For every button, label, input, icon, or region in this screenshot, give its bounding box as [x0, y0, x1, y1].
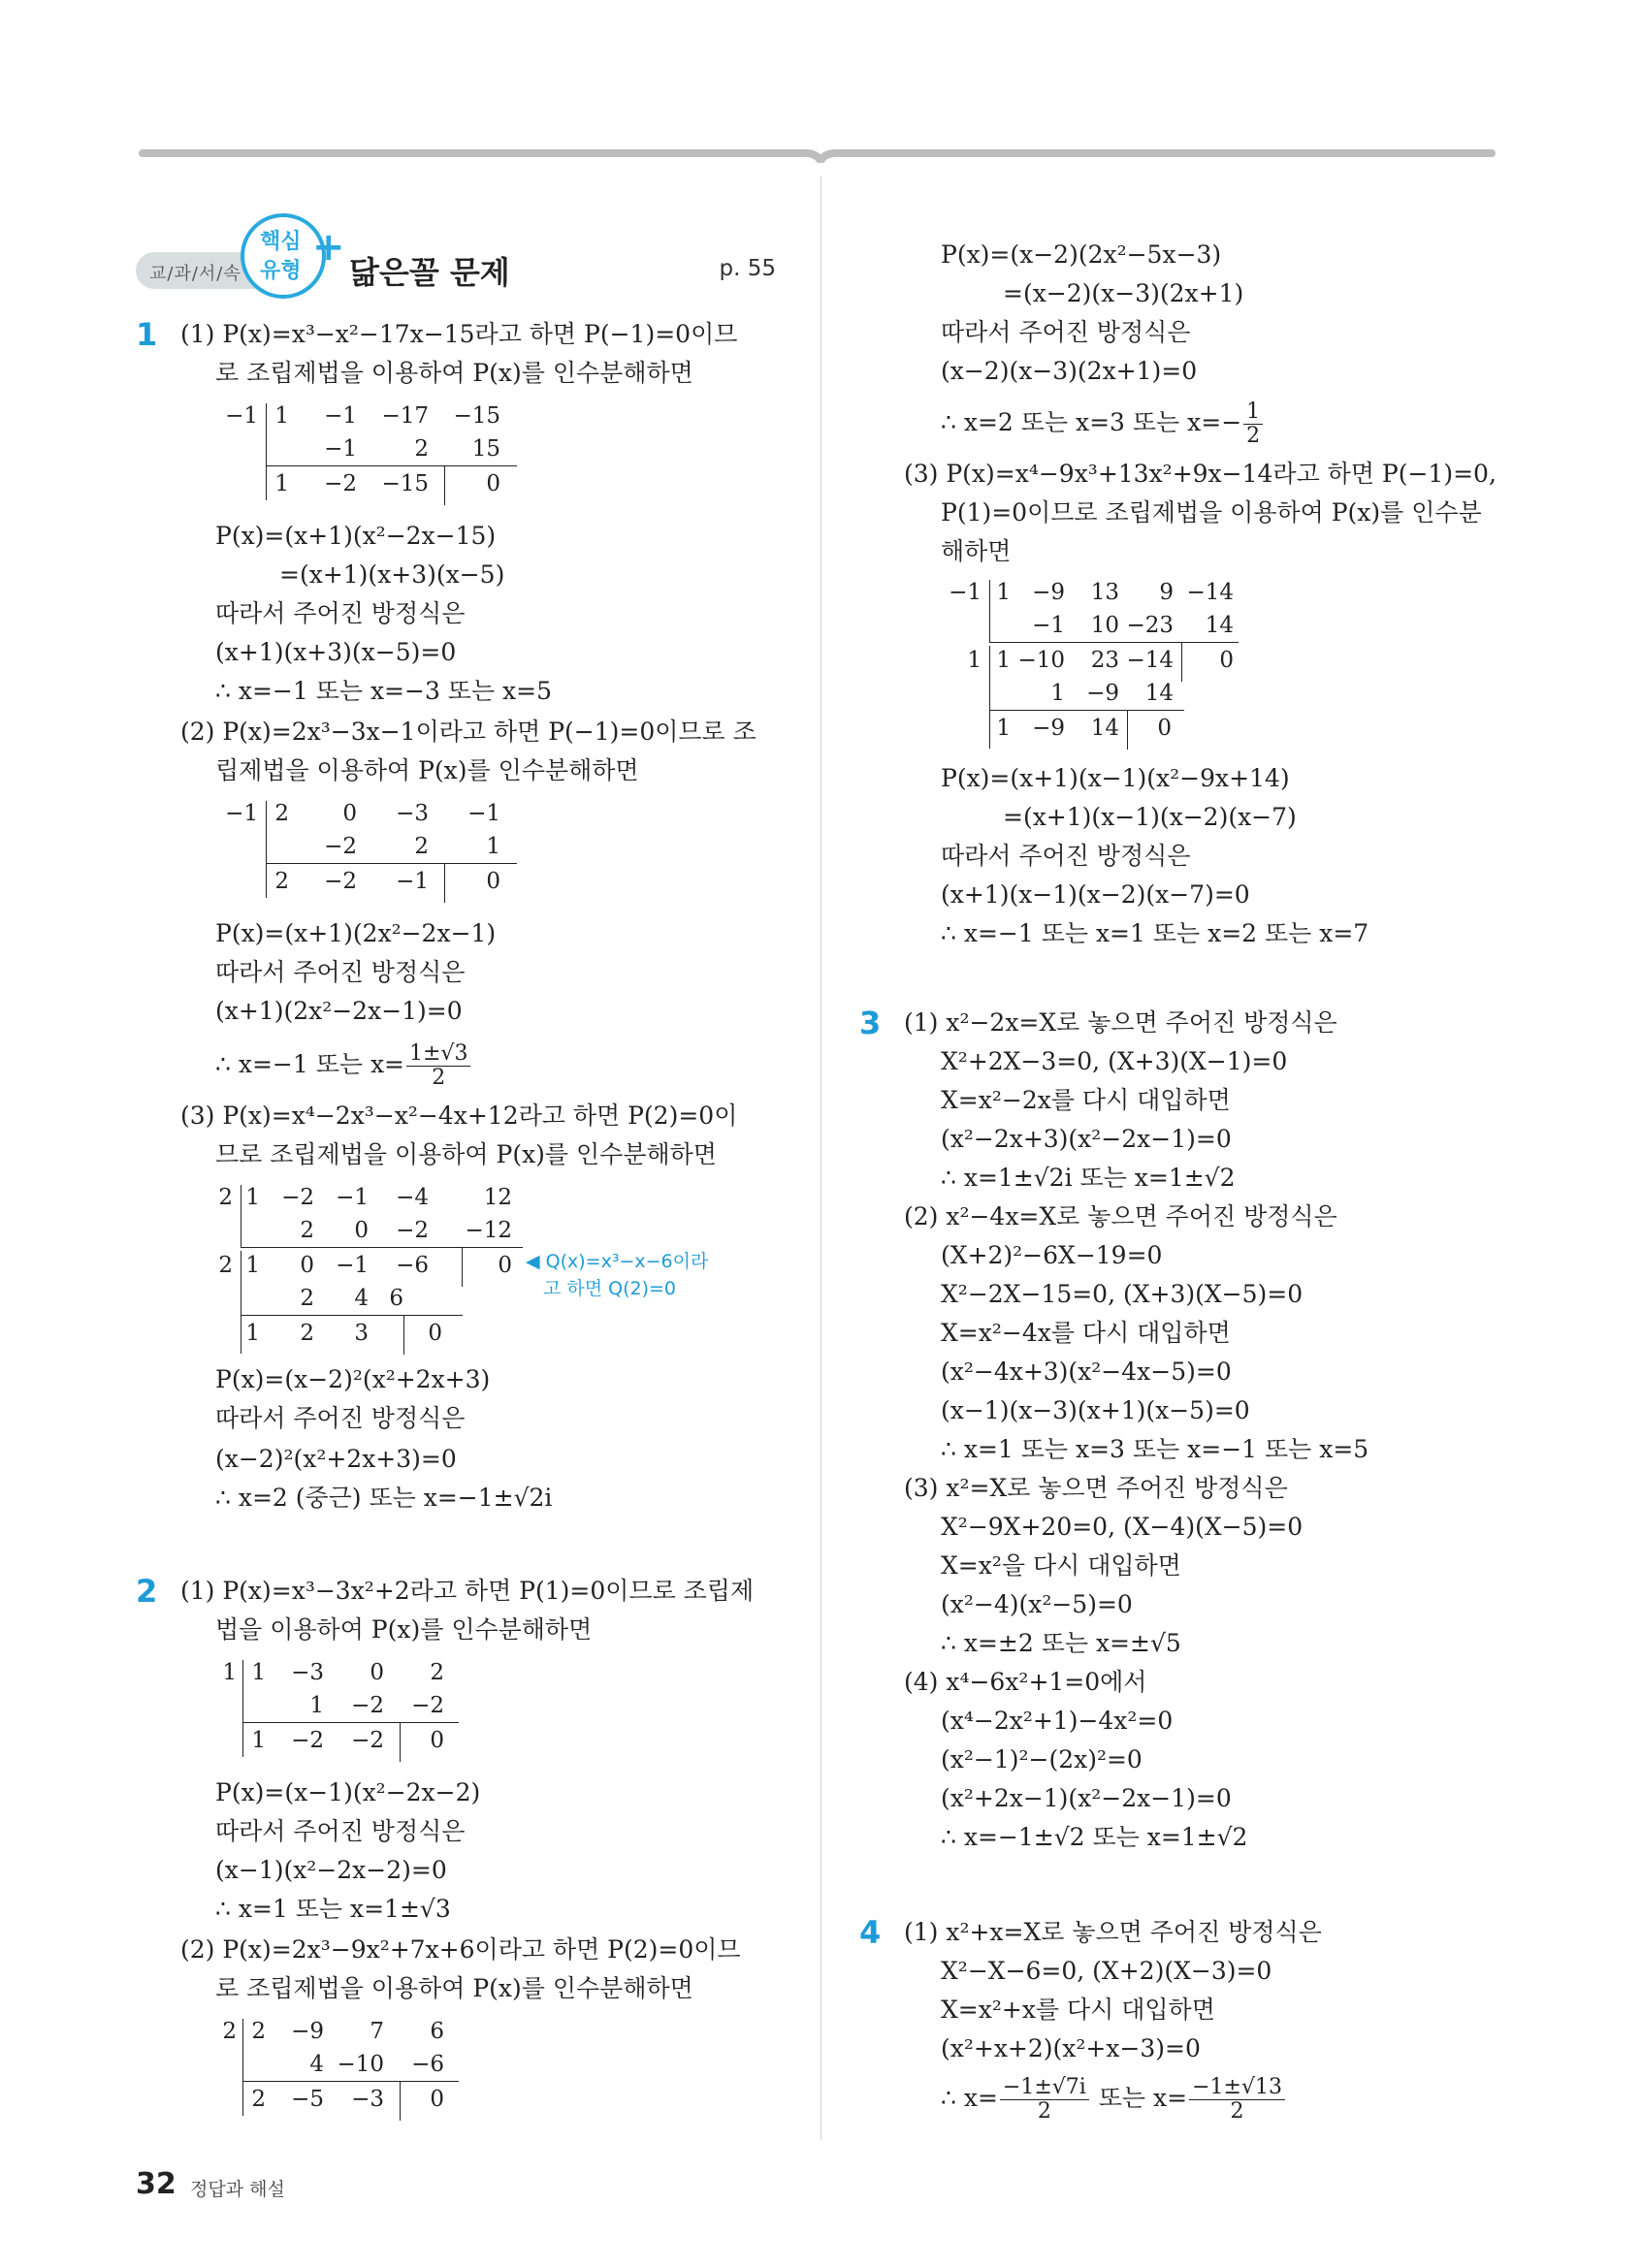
syn-cell: 1: [309, 1693, 324, 1718]
fraction-numerator: −1±√13: [1189, 2076, 1285, 2100]
problem-number-4: 4: [859, 1914, 882, 1951]
p3-line: (x⁴−2x²+1)−4x²=0: [941, 1707, 1174, 1735]
p2-answer: [941, 396, 1265, 450]
fraction: [406, 1042, 470, 1090]
p2-line: (2) P(x)=2x³−9x²+7x+6이라고 하면 P(2)=0이므: [180, 1935, 741, 1964]
p3-line: X=x²−4x를 다시 대입하면: [941, 1319, 1231, 1347]
syn-cell: 9: [1159, 580, 1174, 605]
p2-line: 로 조립제법을 이용하여 P(x)를 인수분해하면: [215, 1974, 693, 2002]
problem-number-1: 1: [136, 316, 158, 353]
syn-divisor: −1: [225, 403, 258, 429]
syn-cell: 12: [483, 1185, 512, 1210]
syn-divisor: −1: [225, 801, 258, 826]
p2-answer-prefix: ∴ x=2 또는 x=3 또는 x=−: [941, 408, 1242, 436]
syn-cell: −4: [396, 1185, 429, 1210]
synthetic-division-4: [215, 1660, 458, 1763]
syn-cell: 0: [430, 2087, 444, 2112]
footer-label: 정답과 해설: [190, 2179, 285, 2200]
section-header: [136, 213, 776, 291]
fraction-numerator: −1±√7i: [1000, 2076, 1089, 2100]
fraction-denominator: 2: [1246, 424, 1261, 448]
section-title: 닮은꼴 문제: [349, 254, 510, 291]
problem-number-2: 2: [136, 1573, 158, 1610]
margin-note: ◀ Q(x)=x³−x−6이라: [526, 1251, 709, 1272]
p1-answer: ∴ x=−1 또는 x=−3 또는 x=5: [215, 677, 552, 705]
syn-cell: 1: [245, 1321, 260, 1346]
p2-line: (1) P(x)=x³−3x²+2라고 하면 P(1)=0이므로 조립제: [180, 1577, 755, 1605]
syn-cell: 1: [996, 580, 1011, 605]
p1-line: 따라서 주어진 방정식은: [215, 599, 466, 627]
syn-cell: 0: [428, 1321, 442, 1346]
p3-line: X=x²을 다시 대입하면: [941, 1551, 1181, 1580]
syn-hline: [241, 1315, 415, 1316]
syn-cell: 1: [486, 834, 500, 859]
p3-answer: ∴ x=1±√2i 또는 x=1±√2: [941, 1164, 1236, 1192]
p3-line: (3) x²=X로 놓으면 주어진 방정식은: [904, 1474, 1288, 1502]
p1-line: (x+1)(2x²−2x−1)=0: [215, 997, 463, 1025]
syn-cell: −5: [291, 2087, 324, 2112]
syn-cell: 1: [996, 648, 1011, 673]
syn-cell: 6: [389, 1286, 403, 1311]
p4-line: X=x²+x를 다시 대입하면: [941, 1996, 1215, 2024]
p2-line: 따라서 주어진 방정식은: [941, 842, 1191, 870]
syn-cell: −2: [324, 471, 357, 496]
syn-cell: −2: [281, 1185, 314, 1210]
syn-cell: −1: [324, 403, 357, 429]
syn-cell: 0: [300, 1253, 314, 1278]
p1-line: =(x+1)(x+3)(x−5): [279, 560, 505, 589]
p4-line: (x²+x+2)(x²+x−3)=0: [941, 2034, 1201, 2062]
synthetic-division-6: [937, 580, 1276, 751]
fraction-numerator: 1±√3: [406, 1042, 470, 1067]
fraction-denominator: 2: [1037, 2099, 1051, 2124]
syn-cell: 23: [1090, 648, 1119, 673]
syn-cell: 0: [486, 869, 500, 894]
syn-divisor: 1: [222, 1660, 237, 1685]
syn-cell: 2: [251, 2019, 266, 2044]
syn-cell: −2: [324, 869, 357, 894]
syn-cell: 15: [471, 436, 500, 462]
p3-line: X²−2X−15=0, (X+3)(X−5)=0: [941, 1280, 1304, 1308]
p3-line: (x²−4)(x²−5)=0: [941, 1590, 1133, 1618]
p2-line: 따라서 주어진 방정식은: [215, 1817, 466, 1845]
syn-cell: −2: [396, 1218, 429, 1243]
fraction-numerator: 1: [1243, 400, 1263, 425]
badge-line2: 유형: [260, 259, 302, 283]
p1-line: P(x)=(x+1)(2x²−2x−1): [215, 919, 497, 947]
syn-cell: −1: [467, 801, 500, 826]
p1-line: P(x)=(x−2)²(x²+2x+3): [215, 1365, 491, 1393]
p4-line: (1) x²+x=X로 놓으면 주어진 방정식은: [904, 1918, 1322, 1946]
syn-cell: 1: [1050, 681, 1065, 706]
badge-line1: 핵심: [260, 230, 302, 254]
p1-line: (3) P(x)=x⁴−2x³−x²−4x+12라고 하면 P(2)=0이: [180, 1102, 738, 1130]
syn-cell: 0: [354, 1218, 369, 1243]
syn-cell: 0: [370, 1660, 384, 1685]
fraction: [1000, 2076, 1089, 2124]
p2-line: (x−2)(x−3)(2x+1)=0: [941, 357, 1198, 385]
syn-cell: −3: [351, 2087, 384, 2112]
fraction-denominator: 2: [432, 1066, 446, 1090]
page-number: 32: [136, 2167, 177, 2201]
syn-cell: −1: [336, 1185, 369, 1210]
syn-cell: −1: [1032, 613, 1065, 638]
problem-number-3: 3: [859, 1005, 882, 1041]
p2-line: 따라서 주어진 방정식은: [941, 318, 1191, 346]
syn-cell: 2: [251, 2087, 266, 2112]
syn-cell: −6: [396, 1253, 429, 1278]
syn-cell: −9: [1032, 716, 1065, 741]
p3-line: (x²−4x+3)(x²−4x−5)=0: [941, 1358, 1232, 1386]
syn-cell: 0: [430, 1728, 444, 1753]
syn-cell: −1: [324, 436, 357, 462]
syn-cell: 4: [309, 2052, 324, 2077]
syn-cell: 14: [1090, 716, 1119, 741]
syn-cell: −3: [396, 801, 429, 826]
p2-line: P(x)=(x+1)(x−1)(x²−9x+14): [941, 764, 1290, 792]
p1-line: 므로 조립제법을 이용하여 P(x)를 인수분해하면: [215, 1140, 717, 1168]
syn-cell: 2: [300, 1218, 314, 1243]
syn-cell: 1: [251, 1728, 266, 1753]
syn-cell: 0: [1157, 716, 1172, 741]
p4-answer-mid: 또는 x=: [1098, 2084, 1188, 2112]
syn-cell: −10: [1017, 648, 1065, 673]
syn-cell: −1: [396, 869, 429, 894]
syn-cell: −14: [1126, 648, 1174, 673]
syn-cell: −10: [337, 2052, 384, 2077]
p4-line: X²−X−6=0, (X+2)(X−3)=0: [941, 1957, 1272, 1985]
syn-cell: −9: [291, 2019, 324, 2044]
p1-line: (x−2)²(x²+2x+3)=0: [215, 1445, 457, 1473]
p3-line: (4) x⁴−6x²+1=0에서: [904, 1668, 1147, 1696]
fraction: [1189, 2076, 1285, 2124]
p2-line: P(1)=0이므로 조립제법을 이용하여 P(x)를 인수분: [941, 498, 1482, 527]
synthetic-division-5: [215, 2019, 458, 2122]
syn-cell: 2: [300, 1321, 314, 1346]
syn-cell: 2: [300, 1286, 314, 1311]
fraction: [1243, 400, 1263, 448]
synthetic-division-1: [215, 403, 516, 506]
syn-cell: 14: [1205, 613, 1234, 638]
p1-line: P(x)=(x+1)(x²−2x−15): [215, 522, 497, 550]
syn-cell: −2: [291, 1728, 324, 1753]
syn-cell: −9: [1086, 681, 1119, 706]
p1-line: (1) P(x)=x³−x²−17x−15라고 하면 P(−1)=0이므: [180, 320, 738, 348]
syn-cell: 1: [251, 1660, 266, 1685]
p3-line: (2) x²−4x=X로 놓으면 주어진 방정식은: [904, 1202, 1337, 1230]
p3-answer: ∴ x=1 또는 x=3 또는 x=−1 또는 x=5: [941, 1435, 1369, 1463]
syn-cell: −2: [351, 1728, 384, 1753]
syn-cell: 3: [354, 1321, 369, 1346]
p2-line: (3) P(x)=x⁴−9x³+13x²+9x−14라고 하면 P(−1)=0,: [904, 460, 1497, 488]
synthetic-division-2: [215, 801, 516, 904]
p2-line: 법을 이용하여 P(x)를 인수분해하면: [215, 1615, 593, 1644]
syn-cell: 0: [486, 471, 500, 496]
syn-cell: 1: [274, 471, 289, 496]
syn-cell: 2: [274, 869, 289, 894]
syn-cell: −2: [324, 834, 357, 859]
syn-divisor: 2: [218, 1253, 233, 1278]
synthetic-division-3: [211, 1185, 522, 1356]
p2-answer: ∴ x=1 또는 x=1±√3: [215, 1895, 451, 1923]
syn-cell: −6: [411, 2052, 444, 2077]
syn-cell: 13: [1090, 580, 1119, 605]
syn-cell: −17: [381, 403, 429, 429]
p3-line: X=x²−2x를 다시 대입하면: [941, 1086, 1231, 1114]
p3-answer: ∴ x=−1±√2 또는 x=1±√2: [941, 1823, 1248, 1851]
syn-cell: 0: [498, 1253, 512, 1278]
p2-line: P(x)=(x−1)(x²−2x−2): [215, 1778, 481, 1806]
syn-divisor: −1: [949, 580, 982, 605]
syn-cell: 2: [414, 834, 429, 859]
p2-line: P(x)=(x−2)(2x²−5x−3): [941, 240, 1222, 269]
syn-cell: −23: [1126, 613, 1174, 638]
p2-answer: ∴ x=−1 또는 x=1 또는 x=2 또는 x=7: [941, 919, 1369, 947]
p2-line: (x−1)(x²−2x−2)=0: [215, 1856, 447, 1884]
p2-line: (x+1)(x−1)(x−2)(x−7)=0: [941, 880, 1250, 909]
p3-line: (x−1)(x−3)(x+1)(x−5)=0: [941, 1396, 1250, 1424]
syn-divisor: 2: [222, 2019, 237, 2044]
syn-cell: −15: [381, 471, 429, 496]
syn-cell: −9: [1032, 580, 1065, 605]
p1-line: (2) P(x)=2x³−3x−1이라고 하면 P(−1)=0이므로 조: [180, 718, 757, 746]
syn-cell: −3: [291, 1660, 324, 1685]
syn-cell: 4: [354, 1286, 369, 1311]
syn-cell: 1: [245, 1185, 260, 1210]
syn-cell: −2: [351, 1693, 384, 1718]
p2-line: 해하면: [941, 537, 1012, 565]
syn-cell: 0: [1219, 648, 1234, 673]
syn-cell: 2: [414, 436, 429, 462]
syn-cell: 2: [274, 801, 289, 826]
p1-line: 립제법을 이용하여 P(x)를 인수분해하면: [215, 756, 639, 784]
p3-line: (1) x²−2x=X로 놓으면 주어진 방정식은: [904, 1008, 1337, 1037]
p3-line: (x²+2x−1)(x²−2x−1)=0: [941, 1784, 1232, 1812]
syn-cell: 7: [370, 2019, 384, 2044]
p3-line: X²+2X−3=0, (X+3)(X−1)=0: [941, 1047, 1288, 1075]
syn-cell: 1: [274, 403, 289, 429]
p4-answer: [941, 2071, 1287, 2125]
page-reference: p. 55: [719, 256, 776, 281]
syn-cell: 1: [245, 1253, 260, 1278]
syn-cell: 6: [430, 2019, 444, 2044]
syn-cell: −15: [453, 403, 500, 429]
margin-note: 고 하면 Q(2)=0: [543, 1278, 677, 1299]
syn-cell: 1: [996, 716, 1011, 741]
p1-line: (x+1)(x+3)(x−5)=0: [215, 638, 457, 666]
syn-cell: −14: [1186, 580, 1234, 605]
syn-cell: −2: [411, 1693, 444, 1718]
p1-line: 로 조립제법을 이용하여 P(x)를 인수분해하면: [215, 359, 693, 387]
syn-cell: −1: [336, 1253, 369, 1278]
p3-answer: ∴ x=±2 또는 x=±√5: [941, 1629, 1181, 1657]
syn-cell: 0: [342, 801, 357, 826]
syn-cell: 14: [1144, 681, 1174, 706]
p2-line: =(x+1)(x−1)(x−2)(x−7): [1003, 803, 1297, 831]
p3-line: X²−9X+20=0, (X−4)(X−5)=0: [941, 1513, 1304, 1541]
p2-line: =(x−2)(x−3)(2x+1): [1003, 279, 1244, 307]
fraction-denominator: 2: [1230, 2099, 1244, 2124]
p3-line: (X+2)²−6X−19=0: [941, 1241, 1163, 1269]
syn-cell: 2: [430, 1660, 444, 1685]
top-decorative-bar: [136, 149, 1498, 163]
p3-line: (x²−1)²−(2x)²=0: [941, 1745, 1143, 1773]
p1-line: 따라서 주어진 방정식은: [215, 958, 466, 986]
p3-line: (x²−2x+3)(x²−2x−1)=0: [941, 1125, 1232, 1153]
syn-cell: −12: [465, 1218, 512, 1243]
syn-cell: 10: [1090, 613, 1119, 638]
keyword-label: 교/과/서/속: [149, 264, 241, 284]
p4-answer-prefix: ∴ x=: [941, 2084, 998, 2112]
plus-icon: +: [312, 225, 345, 270]
syn-divisor: 1: [967, 648, 982, 673]
p1-answer-prefix: ∴ x=−1 또는 x=: [215, 1050, 404, 1078]
p1-answer: ∴ x=2 (중근) 또는 x=−1±√2i: [215, 1484, 553, 1512]
p1-answer: [215, 1038, 472, 1092]
p1-line: 따라서 주어진 방정식은: [215, 1404, 466, 1432]
syn-divisor: 2: [218, 1185, 233, 1210]
